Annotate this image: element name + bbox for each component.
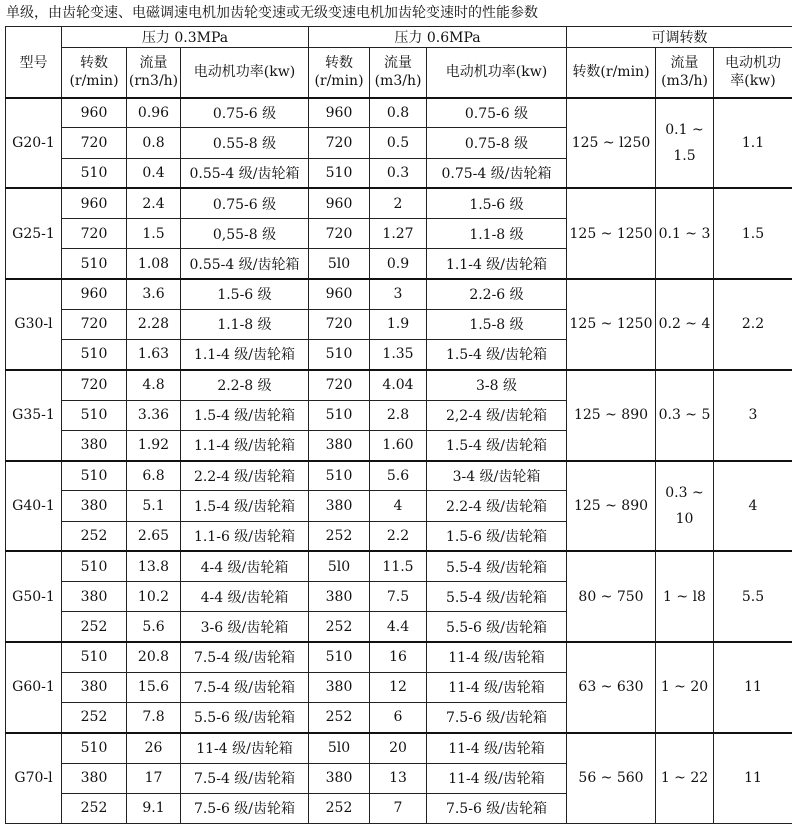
model-cell: G60-1 — [6, 642, 62, 733]
adj-flow-line-1: 0.3 ~ 5 — [658, 407, 711, 424]
adj-flow-line-1: 0.2 ~ 4 — [658, 316, 711, 333]
adj-power-cell: 11 — [714, 642, 792, 733]
flow-03-cell: 2.4 — [127, 188, 181, 218]
motor-03-cell: 1.1-4 级/齿轮箱 — [181, 430, 309, 460]
flow-03-cell: 10.2 — [127, 582, 181, 612]
adj-flow-line-1: 0.1 ~ — [665, 121, 704, 138]
flow-06-cell: 0.8 — [370, 98, 427, 128]
header-adj-power — [714, 48, 792, 98]
speed-03-cell: 510 — [62, 551, 127, 581]
header-speed-03 — [62, 48, 127, 98]
table-row — [6, 370, 792, 400]
header-adj-flow-unit: (m3/h) — [661, 73, 708, 90]
speed-06-cell: 5l0 — [309, 733, 370, 763]
header-row-top — [6, 27, 792, 48]
adj-speed-cell: 80 ~ 750 — [567, 551, 656, 642]
motor-06-cell: 1.1-8 级 — [427, 219, 567, 249]
header-flow-label: 流量 — [139, 55, 168, 72]
motor-03-cell: 2.2-4 级/齿轮箱 — [181, 461, 309, 491]
performance-table — [5, 26, 792, 824]
adj-flow-cell — [656, 188, 714, 279]
flow-03-cell: 26 — [127, 733, 181, 763]
flow-03-cell: 1.5 — [127, 219, 181, 249]
speed-03-cell: 380 — [62, 582, 127, 612]
speed-03-cell: 960 — [62, 188, 127, 218]
header-adj-flow — [656, 48, 714, 98]
flow-03-cell: 3.6 — [127, 279, 181, 309]
header-adj-flow-label: 流量 — [670, 55, 699, 72]
speed-03-cell: 720 — [62, 370, 127, 400]
speed-03-cell: 252 — [62, 612, 127, 642]
header-speed-label: 转数 — [325, 55, 353, 72]
speed-06-cell: 960 — [309, 279, 370, 309]
motor-03-cell: 11-4 级/齿轮箱 — [181, 733, 309, 763]
flow-03-cell: 13.8 — [127, 551, 181, 581]
motor-03-cell: 0.55-8 级 — [181, 128, 309, 158]
speed-03-cell: 510 — [62, 642, 127, 672]
adj-flow-cell — [656, 551, 714, 642]
flow-06-cell: 0.3 — [370, 158, 427, 188]
flow-06-cell: 4.4 — [370, 612, 427, 642]
flow-03-cell: 2.65 — [127, 521, 181, 551]
motor-03-cell: 0.75-6 级 — [181, 98, 309, 128]
flow-06-cell: 1.60 — [370, 430, 427, 460]
speed-06-cell: 252 — [309, 612, 370, 642]
speed-06-cell: 720 — [309, 219, 370, 249]
flow-06-cell: 5.6 — [370, 461, 427, 491]
adj-power-cell: 3 — [714, 370, 792, 461]
adj-flow-cell — [656, 98, 714, 189]
motor-06-cell: 11-4 级/齿轮箱 — [427, 733, 567, 763]
speed-03-cell: 720 — [62, 219, 127, 249]
adj-power-cell: 11 — [714, 733, 792, 824]
motor-03-cell: 1.5-4 级/齿轮箱 — [181, 491, 309, 521]
speed-03-cell: 510 — [62, 158, 127, 188]
flow-06-cell: 12 — [370, 672, 427, 702]
header-flow-unit: (rn3/h) — [128, 73, 179, 90]
motor-03-cell: 3-6 级/齿轮箱 — [181, 612, 309, 642]
speed-03-cell: 380 — [62, 672, 127, 702]
header-flow-06 — [370, 48, 427, 98]
motor-06-cell: 7.5-6 级/齿轮箱 — [427, 793, 567, 823]
flow-03-cell: 0.8 — [127, 128, 181, 158]
motor-03-cell: 4-4 级/齿轮箱 — [181, 551, 309, 581]
motor-06-cell: 1.5-8 级 — [427, 309, 567, 339]
speed-06-cell: 5l0 — [309, 249, 370, 279]
motor-03-cell: 1.5-4 级/齿轮箱 — [181, 400, 309, 430]
motor-06-cell: 1.5-4 级/齿轮箱 — [427, 340, 567, 370]
adj-flow-cell — [656, 642, 714, 733]
flow-06-cell: 3 — [370, 279, 427, 309]
motor-06-cell: 1.5-6 级/齿轮箱 — [427, 521, 567, 551]
speed-03-cell: 252 — [62, 793, 127, 823]
table-row — [6, 551, 792, 581]
motor-03-cell: 1.1-4 级/齿轮箱 — [181, 340, 309, 370]
flow-06-cell: 0.9 — [370, 249, 427, 279]
flow-03-cell: 5.6 — [127, 612, 181, 642]
motor-06-cell: 2.2-4 级/齿轮箱 — [427, 491, 567, 521]
table-row — [6, 461, 792, 491]
motor-03-cell: 0.75-6 级 — [181, 188, 309, 218]
header-adj-power-label: 电动机功 — [725, 55, 781, 72]
flow-03-cell: 1.63 — [127, 340, 181, 370]
adj-speed-cell: 125 ~ 890 — [567, 461, 656, 552]
motor-06-cell: 11-4 级/齿轮箱 — [427, 763, 567, 793]
header-row-sub — [6, 48, 792, 98]
header-adjustable: 可调转数 — [567, 27, 792, 48]
speed-06-cell: 252 — [309, 521, 370, 551]
motor-06-cell: 3-4 级/齿轮箱 — [427, 461, 567, 491]
flow-06-cell: 4 — [370, 491, 427, 521]
flow-06-cell: 13 — [370, 763, 427, 793]
flow-06-cell: 1.9 — [370, 309, 427, 339]
speed-06-cell: 720 — [309, 370, 370, 400]
flow-03-cell: 6.8 — [127, 461, 181, 491]
adj-flow-cell — [656, 733, 714, 824]
motor-03-cell: 4-4 级/齿轮箱 — [181, 582, 309, 612]
flow-03-cell: 5.1 — [127, 491, 181, 521]
speed-03-cell: 720 — [62, 128, 127, 158]
motor-06-cell: 0.75-4 级/齿轮箱 — [427, 158, 567, 188]
flow-03-cell: 0.4 — [127, 158, 181, 188]
speed-06-cell: 252 — [309, 793, 370, 823]
header-motor-06: 电动机功率(kw) — [427, 48, 567, 98]
table-body — [6, 98, 792, 824]
motor-06-cell: 5.5-6 级/齿轮箱 — [427, 612, 567, 642]
model-cell: G50-1 — [6, 551, 62, 642]
speed-03-cell: 510 — [62, 461, 127, 491]
motor-03-cell: 2.2-8 级 — [181, 370, 309, 400]
header-adj-speed: 转数(r/min) — [567, 48, 656, 98]
flow-06-cell: 2.8 — [370, 400, 427, 430]
flow-06-cell: 0.5 — [370, 128, 427, 158]
adj-flow-cell — [656, 461, 714, 552]
motor-06-cell: 11-4 级/齿轮箱 — [427, 672, 567, 702]
header-speed-unit: (r/min) — [69, 73, 119, 90]
speed-03-cell: 252 — [62, 521, 127, 551]
speed-06-cell: 510 — [309, 158, 370, 188]
flow-06-cell: 7.5 — [370, 582, 427, 612]
speed-06-cell: 252 — [309, 703, 370, 733]
model-cell: G30-l — [6, 279, 62, 370]
flow-06-cell: 1.35 — [370, 340, 427, 370]
flow-06-cell: 20 — [370, 733, 427, 763]
header-pressure-03: 压力 0.3MPa — [62, 27, 309, 48]
adj-flow-line-1: 1 ~ 20 — [660, 679, 709, 696]
motor-03-cell: 7.5-6 级/齿轮箱 — [181, 793, 309, 823]
speed-03-cell: 720 — [62, 309, 127, 339]
flow-03-cell: 7.8 — [127, 703, 181, 733]
flow-03-cell: 1.08 — [127, 249, 181, 279]
adj-flow-line-1: 1 ~ l8 — [663, 588, 706, 605]
header-flow-unit: (m3/h) — [374, 73, 422, 90]
header-model: 型号 — [6, 27, 62, 98]
model-cell: G40-1 — [6, 461, 62, 552]
header-motor-03: 电动机功率(kw) — [181, 48, 309, 98]
motor-03-cell: 7.5-4 级/齿轮箱 — [181, 642, 309, 672]
flow-03-cell: 15.6 — [127, 672, 181, 702]
adj-power-cell: 1.5 — [714, 188, 792, 279]
speed-06-cell: 960 — [309, 98, 370, 128]
motor-06-cell: 0.75-6 级 — [427, 98, 567, 128]
adj-speed-cell: 56 ~ 560 — [567, 733, 656, 824]
motor-06-cell: 3-8 级 — [427, 370, 567, 400]
speed-06-cell: 720 — [309, 309, 370, 339]
speed-03-cell: 960 — [62, 279, 127, 309]
motor-03-cell: 1.5-6 级 — [181, 279, 309, 309]
motor-06-cell: 0.75-8 级 — [427, 128, 567, 158]
motor-03-cell: 0.55-4 级/齿轮箱 — [181, 249, 309, 279]
speed-03-cell: 380 — [62, 430, 127, 460]
speed-03-cell: 510 — [62, 400, 127, 430]
header-flow-label: 流量 — [384, 55, 412, 72]
table-header — [6, 27, 792, 98]
motor-03-cell: 7.5-4 级/齿轮箱 — [181, 672, 309, 702]
header-flow-03 — [127, 48, 181, 98]
adj-power-cell: 2.2 — [714, 279, 792, 370]
adj-flow-line-2: 1.5 — [673, 147, 696, 164]
adj-flow-line-1: 0.1 ~ 3 — [658, 225, 711, 242]
flow-06-cell: 4.04 — [370, 370, 427, 400]
motor-06-cell: 5.5-4 级/齿轮箱 — [427, 551, 567, 581]
motor-03-cell: 1.1-6 级/齿轮箱 — [181, 521, 309, 551]
table-row — [6, 279, 792, 309]
speed-03-cell: 510 — [62, 733, 127, 763]
adj-speed-cell: 125 ~ 890 — [567, 370, 656, 461]
table-row — [6, 188, 792, 218]
adj-power-cell: 4 — [714, 461, 792, 552]
page-title: 单级，由齿轮变速、电磁调速电机加齿轮变速或无级变速电机加齿轮变速时的性能参数 — [6, 5, 538, 21]
speed-06-cell: 380 — [309, 763, 370, 793]
adj-flow-line-1: 0.3 ~ 10 — [665, 484, 704, 527]
speed-03-cell: 380 — [62, 491, 127, 521]
adj-power-cell: 5.5 — [714, 551, 792, 642]
motor-06-cell: 2,2-4 级/齿轮箱 — [427, 400, 567, 430]
motor-03-cell: 0.55-4 级/齿轮箱 — [181, 158, 309, 188]
flow-03-cell: 4.8 — [127, 370, 181, 400]
table-row — [6, 733, 792, 763]
motor-03-cell: 1.1-8 级 — [181, 309, 309, 339]
model-cell: G70-l — [6, 733, 62, 824]
motor-06-cell: 5.5-4 级/齿轮箱 — [427, 582, 567, 612]
flow-03-cell: 20.8 — [127, 642, 181, 672]
motor-03-cell: 7.5-4 级/齿轮箱 — [181, 763, 309, 793]
speed-06-cell: 720 — [309, 128, 370, 158]
motor-06-cell: 1.5-6 级 — [427, 188, 567, 218]
flow-03-cell: 17 — [127, 763, 181, 793]
flow-06-cell: 6 — [370, 703, 427, 733]
flow-06-cell: 16 — [370, 642, 427, 672]
header-adj-power-unit: 率(kw) — [730, 73, 776, 90]
adj-flow-line-1: 1 ~ 22 — [660, 770, 709, 787]
flow-03-cell: 3.36 — [127, 400, 181, 430]
speed-06-cell: 960 — [309, 188, 370, 218]
speed-06-cell: 380 — [309, 582, 370, 612]
speed-03-cell: 252 — [62, 703, 127, 733]
speed-06-cell: 510 — [309, 642, 370, 672]
motor-06-cell: 7.5-6 级/齿轮箱 — [427, 703, 567, 733]
speed-06-cell: 510 — [309, 340, 370, 370]
flow-06-cell: 11.5 — [370, 551, 427, 581]
flow-06-cell: 7 — [370, 793, 427, 823]
speed-03-cell: 380 — [62, 763, 127, 793]
adj-speed-cell: 125 ~ l250 — [567, 98, 656, 189]
speed-06-cell: 380 — [309, 672, 370, 702]
speed-06-cell: 5l0 — [309, 551, 370, 581]
table-row — [6, 642, 792, 672]
table-row — [6, 98, 792, 128]
adj-power-cell: 1.1 — [714, 98, 792, 189]
speed-03-cell: 510 — [62, 249, 127, 279]
adj-flow-cell — [656, 279, 714, 370]
motor-06-cell: 11-4 级/齿轮箱 — [427, 642, 567, 672]
header-speed-label: 转数 — [80, 55, 108, 72]
model-cell: G25-1 — [6, 188, 62, 279]
header-speed-06 — [309, 48, 370, 98]
flow-03-cell: 0.96 — [127, 98, 181, 128]
motor-06-cell: 2.2-6 级 — [427, 279, 567, 309]
adj-speed-cell: 63 ~ 630 — [567, 642, 656, 733]
adj-speed-cell: 125 ~ 1250 — [567, 188, 656, 279]
flow-03-cell: 2.28 — [127, 309, 181, 339]
flow-06-cell: 2 — [370, 188, 427, 218]
adj-flow-cell — [656, 370, 714, 461]
model-cell: G20-1 — [6, 98, 62, 189]
header-speed-unit: (r/min) — [314, 73, 364, 90]
motor-06-cell: 1.1-4 级/齿轮箱 — [427, 249, 567, 279]
adj-speed-cell: 125 ~ 1250 — [567, 279, 656, 370]
motor-03-cell: 5.5-6 级/齿轮箱 — [181, 703, 309, 733]
motor-06-cell: 1.5-4 级/齿轮箱 — [427, 430, 567, 460]
flow-06-cell: 1.27 — [370, 219, 427, 249]
speed-03-cell: 960 — [62, 98, 127, 128]
flow-06-cell: 2.2 — [370, 521, 427, 551]
speed-06-cell: 380 — [309, 491, 370, 521]
speed-06-cell: 510 — [309, 400, 370, 430]
header-pressure-06: 压力 0.6MPa — [309, 27, 567, 48]
speed-03-cell: 510 — [62, 340, 127, 370]
model-cell: G35-1 — [6, 370, 62, 461]
speed-06-cell: 380 — [309, 430, 370, 460]
flow-03-cell: 1.92 — [127, 430, 181, 460]
motor-03-cell: 0,55-8 级 — [181, 219, 309, 249]
flow-03-cell: 9.1 — [127, 793, 181, 823]
speed-06-cell: 510 — [309, 461, 370, 491]
